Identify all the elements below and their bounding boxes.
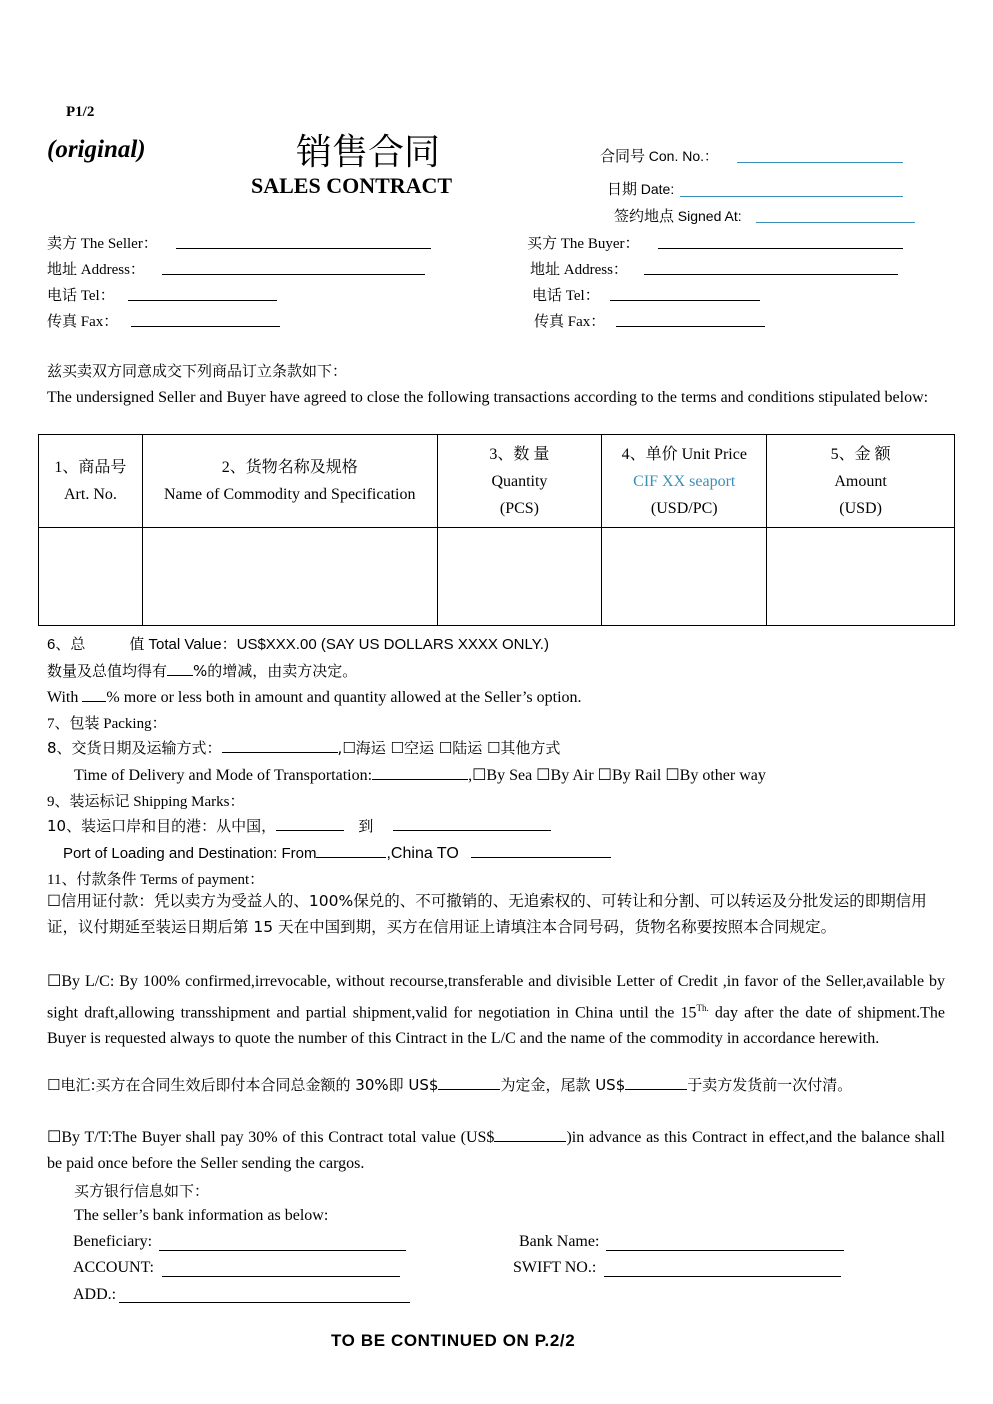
date-field[interactable] — [680, 196, 903, 197]
date-cn: 日期 — [607, 182, 638, 198]
delivery-cn-label: 8、交货日期及运输方式： — [47, 739, 222, 757]
beneficiary-field[interactable] — [159, 1250, 406, 1251]
table-header-row — [39, 435, 955, 528]
intro-english: The undersigned Seller and Buyer have agreed to close the following transactions according to the terms and conditions stipulated below: — [47, 389, 929, 406]
contract-number-field[interactable] — [737, 162, 903, 163]
tt-en-prefix: ☐By T/T:The Buyer shall pay 30% of this Contract total value (US$ — [47, 1129, 495, 1146]
tt-english — [47, 1125, 945, 1177]
signed-at-label — [614, 205, 742, 226]
port-chinese — [47, 815, 551, 836]
header-unit-price-unit: (USD/PC) — [650, 499, 718, 517]
tt-cn-mid: 为定金，尾款 US$ — [500, 1076, 626, 1094]
header-amount — [767, 435, 955, 528]
title-chinese: 销售合同 — [296, 132, 441, 173]
account-field[interactable] — [162, 1276, 400, 1277]
header-price-term: CIF XX seaport — [633, 472, 736, 490]
cell-art-no[interactable] — [39, 528, 143, 626]
tt-cn-balance-field[interactable] — [625, 1075, 687, 1090]
address-field[interactable] — [119, 1302, 410, 1303]
bank-name-label: Bank Name: — [519, 1233, 600, 1250]
header-art-no — [39, 435, 143, 528]
tt-cn-prefix: ☐电汇:买方在合同生效后即付本合同总金额的 30%即 US$ — [47, 1076, 439, 1094]
tolerance-cn-field[interactable] — [167, 661, 193, 676]
tolerance-en-suffix: % more or less both in amount and quantity allowed at the Seller’s option. — [106, 689, 582, 706]
header-art-no-en: Art. No. — [63, 486, 117, 503]
header-amount-cn: 5、金 额 — [830, 445, 891, 463]
tolerance-en-prefix: With — [47, 689, 79, 706]
cell-commodity[interactable] — [142, 528, 437, 626]
seller-fax-field[interactable] — [131, 326, 280, 327]
seller-name-label: 卖方 The Seller： — [47, 236, 158, 252]
cell-unit-price[interactable] — [602, 528, 767, 626]
delivery-cn-date-field[interactable] — [222, 738, 338, 753]
cell-amount[interactable] — [767, 528, 955, 626]
header-quantity-cn: 3、数 量 — [489, 445, 550, 463]
header-unit-price — [602, 435, 767, 528]
signed-at-cn: 签约地点 — [614, 209, 675, 225]
contract-number-en: Con. No.： — [648, 148, 719, 164]
account-label: ACCOUNT: — [73, 1259, 154, 1276]
signed-at-en: Signed At: — [677, 208, 742, 224]
header-commodity-cn: 2、货物名称及规格 — [221, 459, 358, 476]
delivery-chinese — [47, 737, 560, 758]
port-en-to-field[interactable] — [471, 843, 611, 858]
tt-chinese — [47, 1074, 852, 1095]
bank-info-chinese: 买方银行信息如下： — [74, 1182, 210, 1200]
beneficiary-label: Beneficiary: — [73, 1233, 153, 1250]
total-value-text: 值 Total Value：US$XXX.00 (SAY US DOLLARS XXXX ONLY.) — [129, 636, 549, 653]
tt-en-value-field[interactable] — [494, 1127, 566, 1142]
port-cn-to-field[interactable] — [393, 816, 551, 831]
delivery-en-date-field[interactable] — [372, 765, 468, 780]
buyer-name-label: 买方 The Buyer： — [527, 236, 640, 252]
continued-note: TO BE CONTINUED ON P.2/2 — [331, 1331, 576, 1350]
swift-label: SWIFT NO.: — [513, 1259, 597, 1276]
port-cn-label: 10、装运口岸和目的港：从中国， — [47, 817, 277, 835]
delivery-en-modes: ,☐By Sea ☐By Air ☐By Rail ☐By other way — [468, 767, 766, 784]
header-commodity-en: Name of Commodity and Specification — [163, 486, 416, 503]
intro-chinese: 兹买卖双方同意成交下列商品订立条款如下： — [47, 362, 348, 380]
cell-quantity[interactable] — [437, 528, 602, 626]
lc-english — [47, 969, 945, 1052]
signed-at-field[interactable] — [756, 222, 915, 223]
tolerance-chinese — [47, 660, 357, 681]
header-quantity — [437, 435, 602, 528]
buyer-tel-label: 电话 Tel： — [532, 288, 600, 304]
tt-cn-suffix: 于卖方发货前一次付清。 — [687, 1076, 853, 1094]
seller-tel-label: 电话 Tel： — [47, 288, 115, 304]
tt-en-suffix: )in advance as this Contract in effect,and the balance shall be paid once before the Seller sending the cargos. — [47, 1129, 946, 1172]
port-cn-from-field[interactable] — [276, 816, 344, 831]
seller-name-field[interactable] — [176, 248, 431, 249]
packing-label: 7、包装 Packing： — [47, 716, 167, 732]
buyer-address-label: 地址 Address： — [530, 262, 628, 278]
bank-name-field[interactable] — [606, 1250, 844, 1251]
date-label — [607, 178, 674, 199]
title-english: SALES CONTRACT — [251, 173, 453, 198]
total-value-line — [47, 633, 549, 654]
seller-address-field[interactable] — [162, 274, 425, 275]
header-quantity-en: Quantity — [491, 472, 548, 490]
goods-table — [38, 434, 955, 626]
port-en-to: ,China TO — [386, 845, 459, 862]
port-english — [63, 843, 611, 863]
contract-number-label — [600, 145, 718, 166]
header-amount-en: Amount — [834, 472, 887, 490]
port-en-from-field[interactable] — [316, 843, 386, 858]
header-amount-unit: (USD) — [839, 499, 882, 517]
date-en: Date: — [640, 181, 675, 197]
seller-tel-field[interactable] — [128, 300, 277, 301]
lc-en-text: ☐By L/C: By 100% confirmed,irrevocable, without recourse,transferable and divisible Letter of Credit ,in favor of the Seller,available by sight draft,allowing transshipment and partial shipment,valid for negotiation in China until the 15 — [47, 973, 945, 1022]
original-mark: (original) — [47, 136, 146, 163]
seller-fax-label: 传真 Fax： — [47, 314, 119, 330]
buyer-address-field[interactable] — [644, 274, 898, 275]
payment-label: 11、付款条件 Terms of payment： — [47, 872, 265, 888]
tolerance-english — [47, 687, 582, 707]
contract-number-cn: 合同号 — [600, 149, 646, 165]
header-commodity — [142, 435, 437, 528]
port-en-label: Port of Loading and Destination: From — [63, 845, 317, 862]
total-value-prefix: 6、总 — [47, 636, 86, 653]
seller-address-label: 地址 Address： — [47, 262, 145, 278]
swift-field[interactable] — [604, 1276, 841, 1277]
tolerance-cn-suffix: %的增减，由卖方决定。 — [193, 662, 358, 680]
delivery-en-label: Time of Delivery and Mode of Transportation: — [74, 767, 373, 784]
lc-chinese: ☐信用证付款：凭以卖方为受益人的、100%保兑的、不可撤销的、无追索权的、可转让和分割、可以转运及分批发运的即期信用证，议付期延至装运日期后第 15 天在中国到期，买方在信用证上请填注本合同号码，货物名称要按照本合同规定。 — [47, 892, 927, 936]
lc-en-text-cont: day after the date of shipment.The Buyer is requested always to quote the number of this Cintract in the L/C and the name of the commodity in accordance herewith. — [47, 1004, 945, 1048]
address-label: ADD.: — [73, 1286, 117, 1303]
page-number: P1/2 — [66, 104, 95, 120]
shipping-marks-label: 9、装运标记 Shipping Marks： — [47, 794, 245, 810]
tolerance-cn-prefix: 数量及总值均得有 — [47, 662, 168, 680]
tolerance-en-field[interactable] — [82, 687, 106, 702]
delivery-english — [74, 765, 766, 785]
table-row — [39, 528, 955, 626]
buyer-fax-label: 传真 Fax： — [534, 314, 606, 330]
header-art-no-cn: 1、商品号 — [54, 459, 127, 476]
buyer-fax-field[interactable] — [616, 326, 765, 327]
header-unit-price-label: 4、单价 Unit Price — [621, 445, 747, 463]
bank-info-english: The seller’s bank information as below: — [74, 1207, 329, 1224]
buyer-name-field[interactable] — [658, 248, 903, 249]
port-cn-to: 到 — [358, 817, 374, 835]
delivery-cn-modes: ,☐海运 ☐空运 ☐陆运 ☐其他方式 — [337, 739, 561, 757]
header-quantity-unit: (PCS) — [499, 499, 539, 517]
lc-en-superscript: Th. — [696, 1003, 709, 1013]
tt-cn-deposit-field[interactable] — [438, 1075, 500, 1090]
buyer-tel-field[interactable] — [610, 300, 760, 301]
